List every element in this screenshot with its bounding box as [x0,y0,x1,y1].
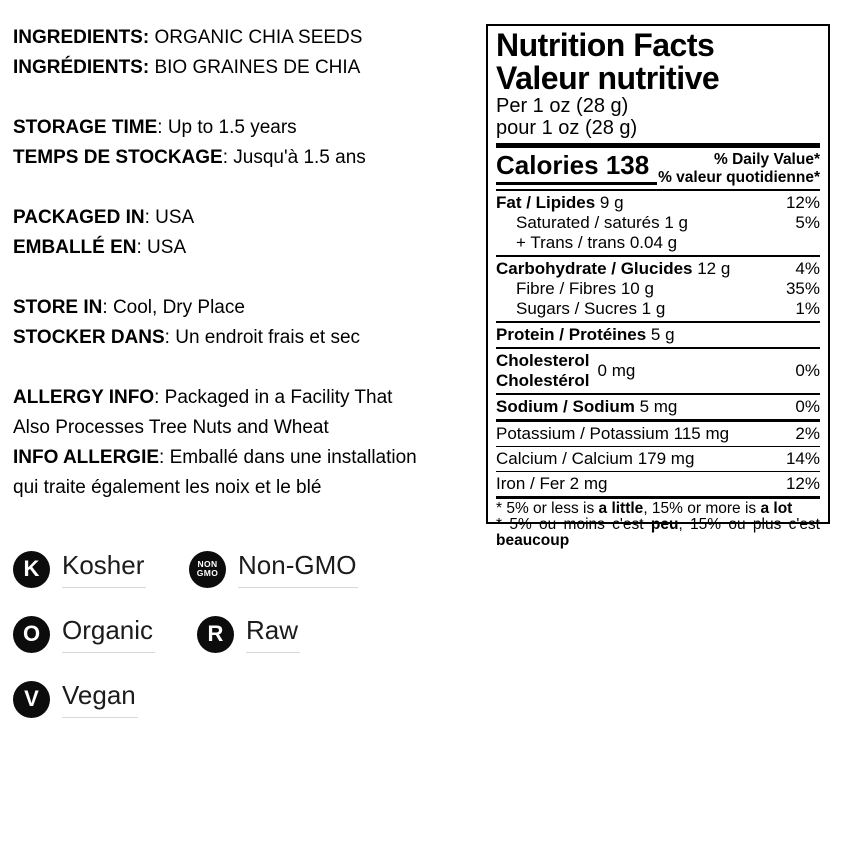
info-line: STORE IN: Cool, Dry Place [13,297,245,318]
nutrient-dv-saturated: 5% [795,213,820,232]
badge-raw [197,615,300,653]
nutrient-row-sugars [496,299,820,319]
badge-glyph-line: GMO [196,568,219,578]
badge-non-gmo [189,550,358,588]
nutrient-row-carbohydrate [496,259,820,279]
row-separator [496,471,820,472]
nutrient-bold-label: Protein / Protéines [496,325,647,344]
nutrient-bold-label: Carbohydrate / Glucides [496,259,693,278]
row-separator [496,255,820,257]
serving-size-fr: pour 1 oz (28 g) [496,117,638,139]
nutrient-name-carbohydrate: Carbohydrate / Glucides 12 g [496,259,731,278]
info-line: TEMPS DE STOCKAGE: Jusqu'à 1.5 ans [13,147,366,168]
organic-o-icon [13,616,50,653]
footnote-bold: peu [650,516,679,533]
badge-kosher [13,550,146,588]
nutrient-name-calcium: Calcium / Calcium 179 mg [496,449,695,468]
calories-row [496,151,820,187]
badge-glyph-letter: K [23,556,40,581]
nutrient-row-potassium [496,424,820,444]
nutrient-name-sodium: Sodium / Sodium 5 mg [496,397,678,416]
info-line: INFO ALLERGIE: Emballé dans une installation [13,447,417,468]
info-section-packaged-in [13,203,485,263]
badge-label-non-gmo: Non-GMO [238,550,358,588]
info-section-store-in [13,293,485,353]
row-separator [496,393,820,395]
nutrient-row-fibre [496,279,820,299]
nutrition-facts-panel [486,24,830,549]
badge-organic [13,615,155,653]
info-section-allergy-info [13,383,485,503]
nutrient-dv-cholesterol: 0% [795,361,820,380]
nutrition-title-fr: Valeur nutritive [496,60,720,96]
info-line: PACKAGED IN: USA [13,207,195,228]
info-line: ALLERGY INFO: Packaged in a Facility That [13,387,393,408]
nutrient-rows [496,189,820,494]
nutrient-amount: 0 mg [597,361,636,380]
nutrient-name-potassium: Potassium / Potassium 115 mg [496,424,730,443]
calories-number: 138 [605,150,650,180]
nutrient-dv-carbohydrate: 4% [795,259,820,278]
nutrient-row-iron [496,474,820,494]
footnote-bold: a little [598,500,644,517]
row-separator [496,321,820,323]
nutrient-name-protein: Protein / Protéines 5 g [496,325,675,344]
info-line: EMBALLÉ EN: USA [13,237,187,258]
daily-value-header-en: % Daily Value* [714,151,820,168]
badge-vegan [13,680,138,718]
nutrition-title-en: Nutrition Facts [496,27,715,63]
row-separator [496,419,820,422]
daily-value-header-fr: % valeur quotidienne* [658,169,820,186]
info-line: INGREDIENTS: ORGANIC CHIA SEEDS [13,27,363,48]
nutrient-dv-fat: 12% [785,193,820,212]
nutrient-row-saturated [496,213,820,233]
daily-value-header [658,151,820,187]
calories-label: Calories [496,150,599,180]
badge-glyph-letter: O [22,621,41,646]
vegan-v-icon [13,681,50,718]
nutrient-name-cholesterol [496,351,635,391]
footnote-bold: a lot [760,500,793,517]
nutrient-row-protein [496,325,820,345]
footnote-divider [496,496,820,499]
nutrient-row-trans [496,233,820,253]
nutrient-row-calcium [496,449,820,469]
info-label: STORAGE TIME [13,117,158,138]
badge-label-organic: Organic [62,615,155,653]
nutrient-name-fibre: Fibre / Fibres 10 g [516,279,654,298]
footnote-en: * 5% or less is a little, 15% or more is a lot [496,500,793,517]
raw-r-icon [197,616,234,653]
nutrient-bold-label: Fat / Lipides [496,193,596,212]
calories-value [496,151,657,185]
badge-label-vegan: Vegan [62,680,138,718]
row-separator [496,446,820,447]
info-line: STOCKER DANS: Un endroit frais et sec [13,327,361,348]
footnote-fr-line1: * 5% ou moins c'est peu, 15% ou plus c'est [496,516,820,533]
header-divider-bar [496,143,820,148]
footnote [496,501,820,549]
nutrient-bold-line: Cholestérol [496,371,590,390]
row-separator [496,189,820,191]
badge-label-kosher: Kosher [62,550,146,588]
info-label: INGRÉDIENTS: [13,57,150,78]
info-line: INGRÉDIENTS: BIO GRAINES DE CHIA [13,57,361,78]
nutrient-dv-calcium: 14% [785,449,820,468]
badge-glyph-letter: V [24,686,39,711]
footnote-bold: beaucoup [496,532,570,549]
nutrient-name-iron: Iron / Fer 2 mg [496,474,608,493]
serving-size-en: Per 1 oz (28 g) [496,95,629,117]
info-label: ALLERGY INFO [13,387,155,408]
nutrient-dv-iron: 12% [785,474,820,493]
product-info-column [13,23,485,533]
nutrient-dv-potassium: 2% [795,424,820,443]
nutrient-bold-line: Cholesterol [496,351,590,370]
info-label: STOCKER DANS [13,327,165,348]
kosher-k-icon [13,551,50,588]
nutrient-bold-label: Sodium / Sodium [496,397,635,416]
nutrient-name-fat: Fat / Lipides 9 g [496,193,624,212]
badge-glyph-text [197,560,219,578]
badge-glyph-line: NON [197,559,218,569]
info-section-storage-time [13,113,485,173]
info-label: PACKAGED IN [13,207,145,228]
info-line: qui traite également les noix et le blé [13,477,322,498]
info-label: STORE IN [13,297,103,318]
info-line: Also Processes Tree Nuts and Wheat [13,417,329,438]
info-line: STORAGE TIME: Up to 1.5 years [13,117,297,138]
nutrient-row-cholesterol [496,351,820,391]
nutrient-bold-label [496,351,590,391]
nutrient-row-fat [496,193,820,213]
non-gmo-icon [189,551,226,588]
info-label: INGREDIENTS: [13,27,150,48]
nutrient-name-sugars: Sugars / Sucres 1 g [516,299,666,318]
info-label: INFO ALLERGIE [13,447,160,468]
row-separator [496,347,820,349]
nutrient-dv-fibre: 35% [785,279,820,298]
info-label: TEMPS DE STOCKAGE [13,147,223,168]
footnote-fr-line2 [496,533,820,549]
nutrient-row-sodium [496,397,820,417]
badge-label-raw: Raw [246,615,300,653]
info-section-ingredients [13,23,485,83]
nutrient-dv-sugars: 1% [795,299,820,318]
badge-glyph-letter: R [207,621,224,646]
nutrient-dv-sodium: 0% [795,397,820,416]
nutrient-name-trans: + Trans / trans 0.04 g [516,233,678,252]
info-label: EMBALLÉ EN [13,237,137,258]
nutrient-name-saturated: Saturated / saturés 1 g [516,213,688,232]
